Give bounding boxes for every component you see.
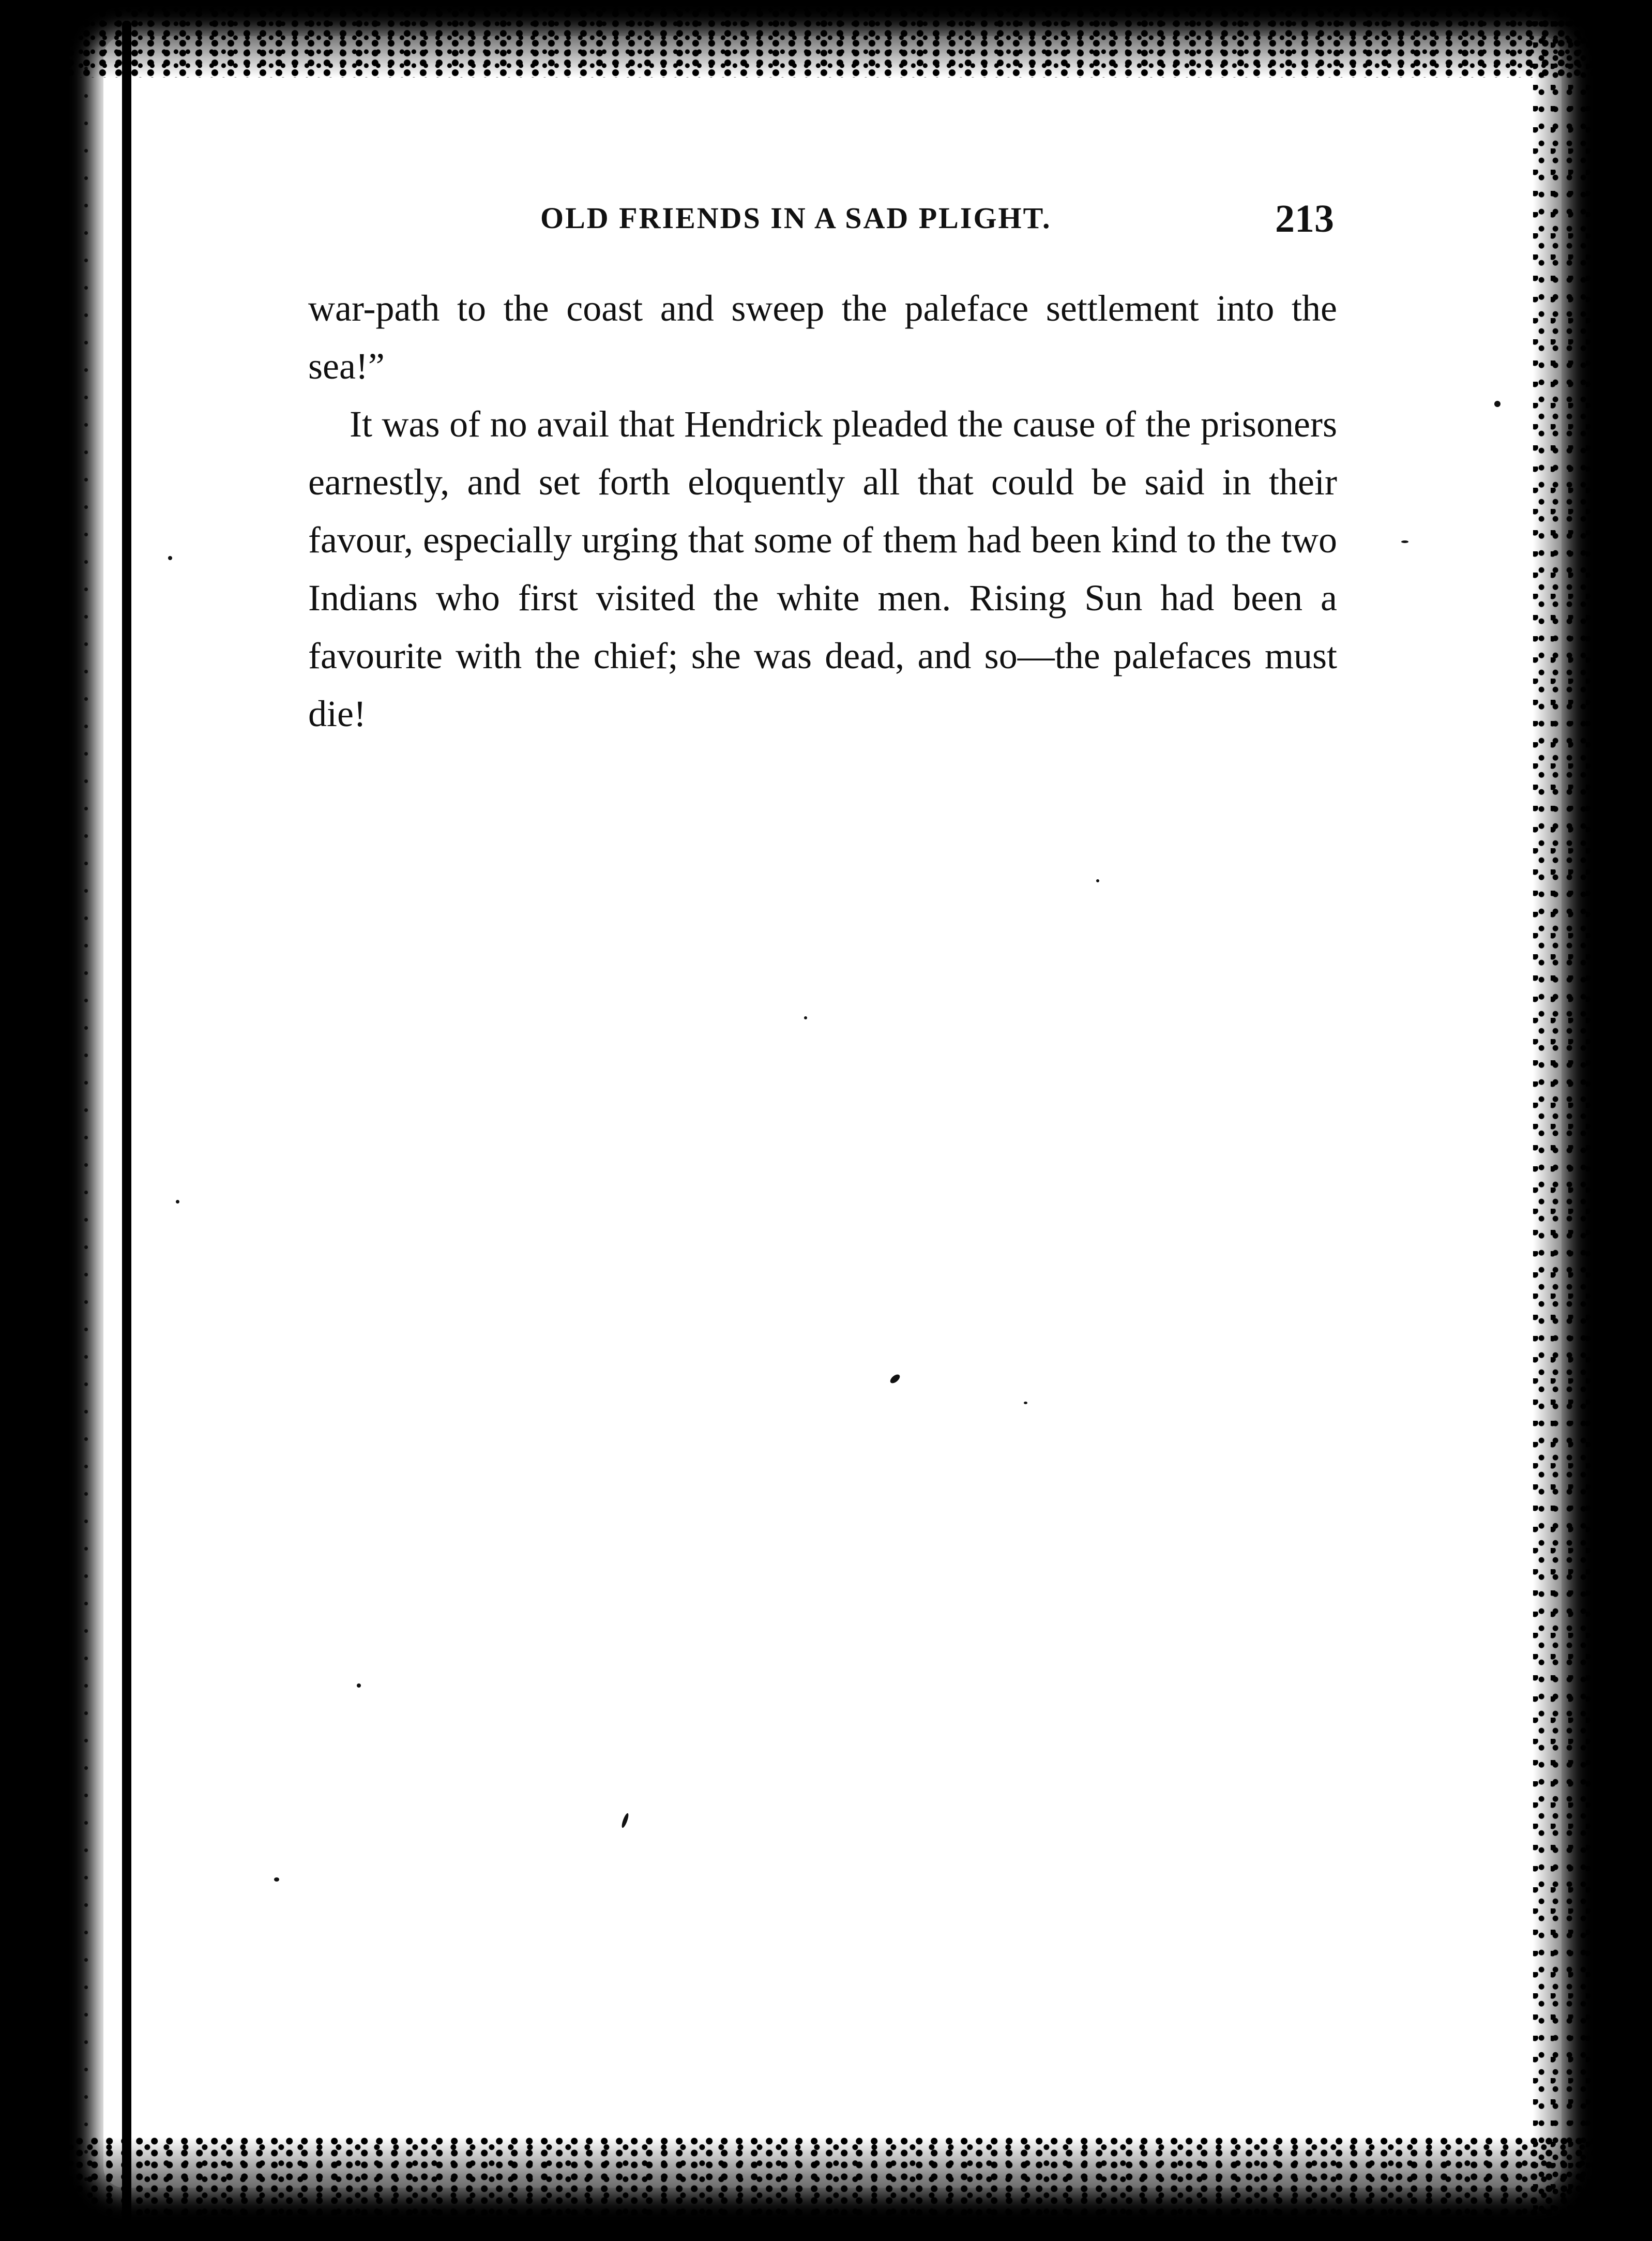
dust-speck	[1096, 879, 1099, 882]
scan-edge-top	[0, 0, 1652, 78]
dust-speck	[1401, 540, 1408, 543]
body-text	[308, 279, 1337, 743]
dust-speck	[357, 1683, 361, 1688]
dust-speck	[804, 1016, 807, 1019]
dust-speck	[274, 1877, 279, 1882]
dust-speck	[168, 556, 172, 560]
dust-speck	[176, 1200, 179, 1204]
paragraph-continuation: war-path to the coast and sweep the paleface settlement into the sea!”	[308, 288, 1337, 387]
scan-edge-left	[0, 0, 88, 2241]
running-head	[540, 197, 1334, 247]
paragraph: It was of no avail that Hendrick pleaded the cause of the prisoners earnestly, and set forth eloquently all that could be said in their favour, especially urging that some of them had been kind to the two Indians who first visited the white men. Rising Sun had been a favourite with the chief; she was dead, and so—the palefaces must die!	[308, 403, 1337, 734]
scan-edge-right	[1533, 0, 1652, 2241]
scan-edge-bottom	[0, 2138, 1652, 2241]
dust-speck	[1494, 401, 1501, 407]
running-title: OLD FRIENDS IN A SAD PLIGHT.	[540, 201, 1052, 235]
page-number: 213	[1275, 197, 1334, 240]
dust-speck	[1024, 1402, 1027, 1404]
book-gutter-line	[122, 21, 131, 2224]
